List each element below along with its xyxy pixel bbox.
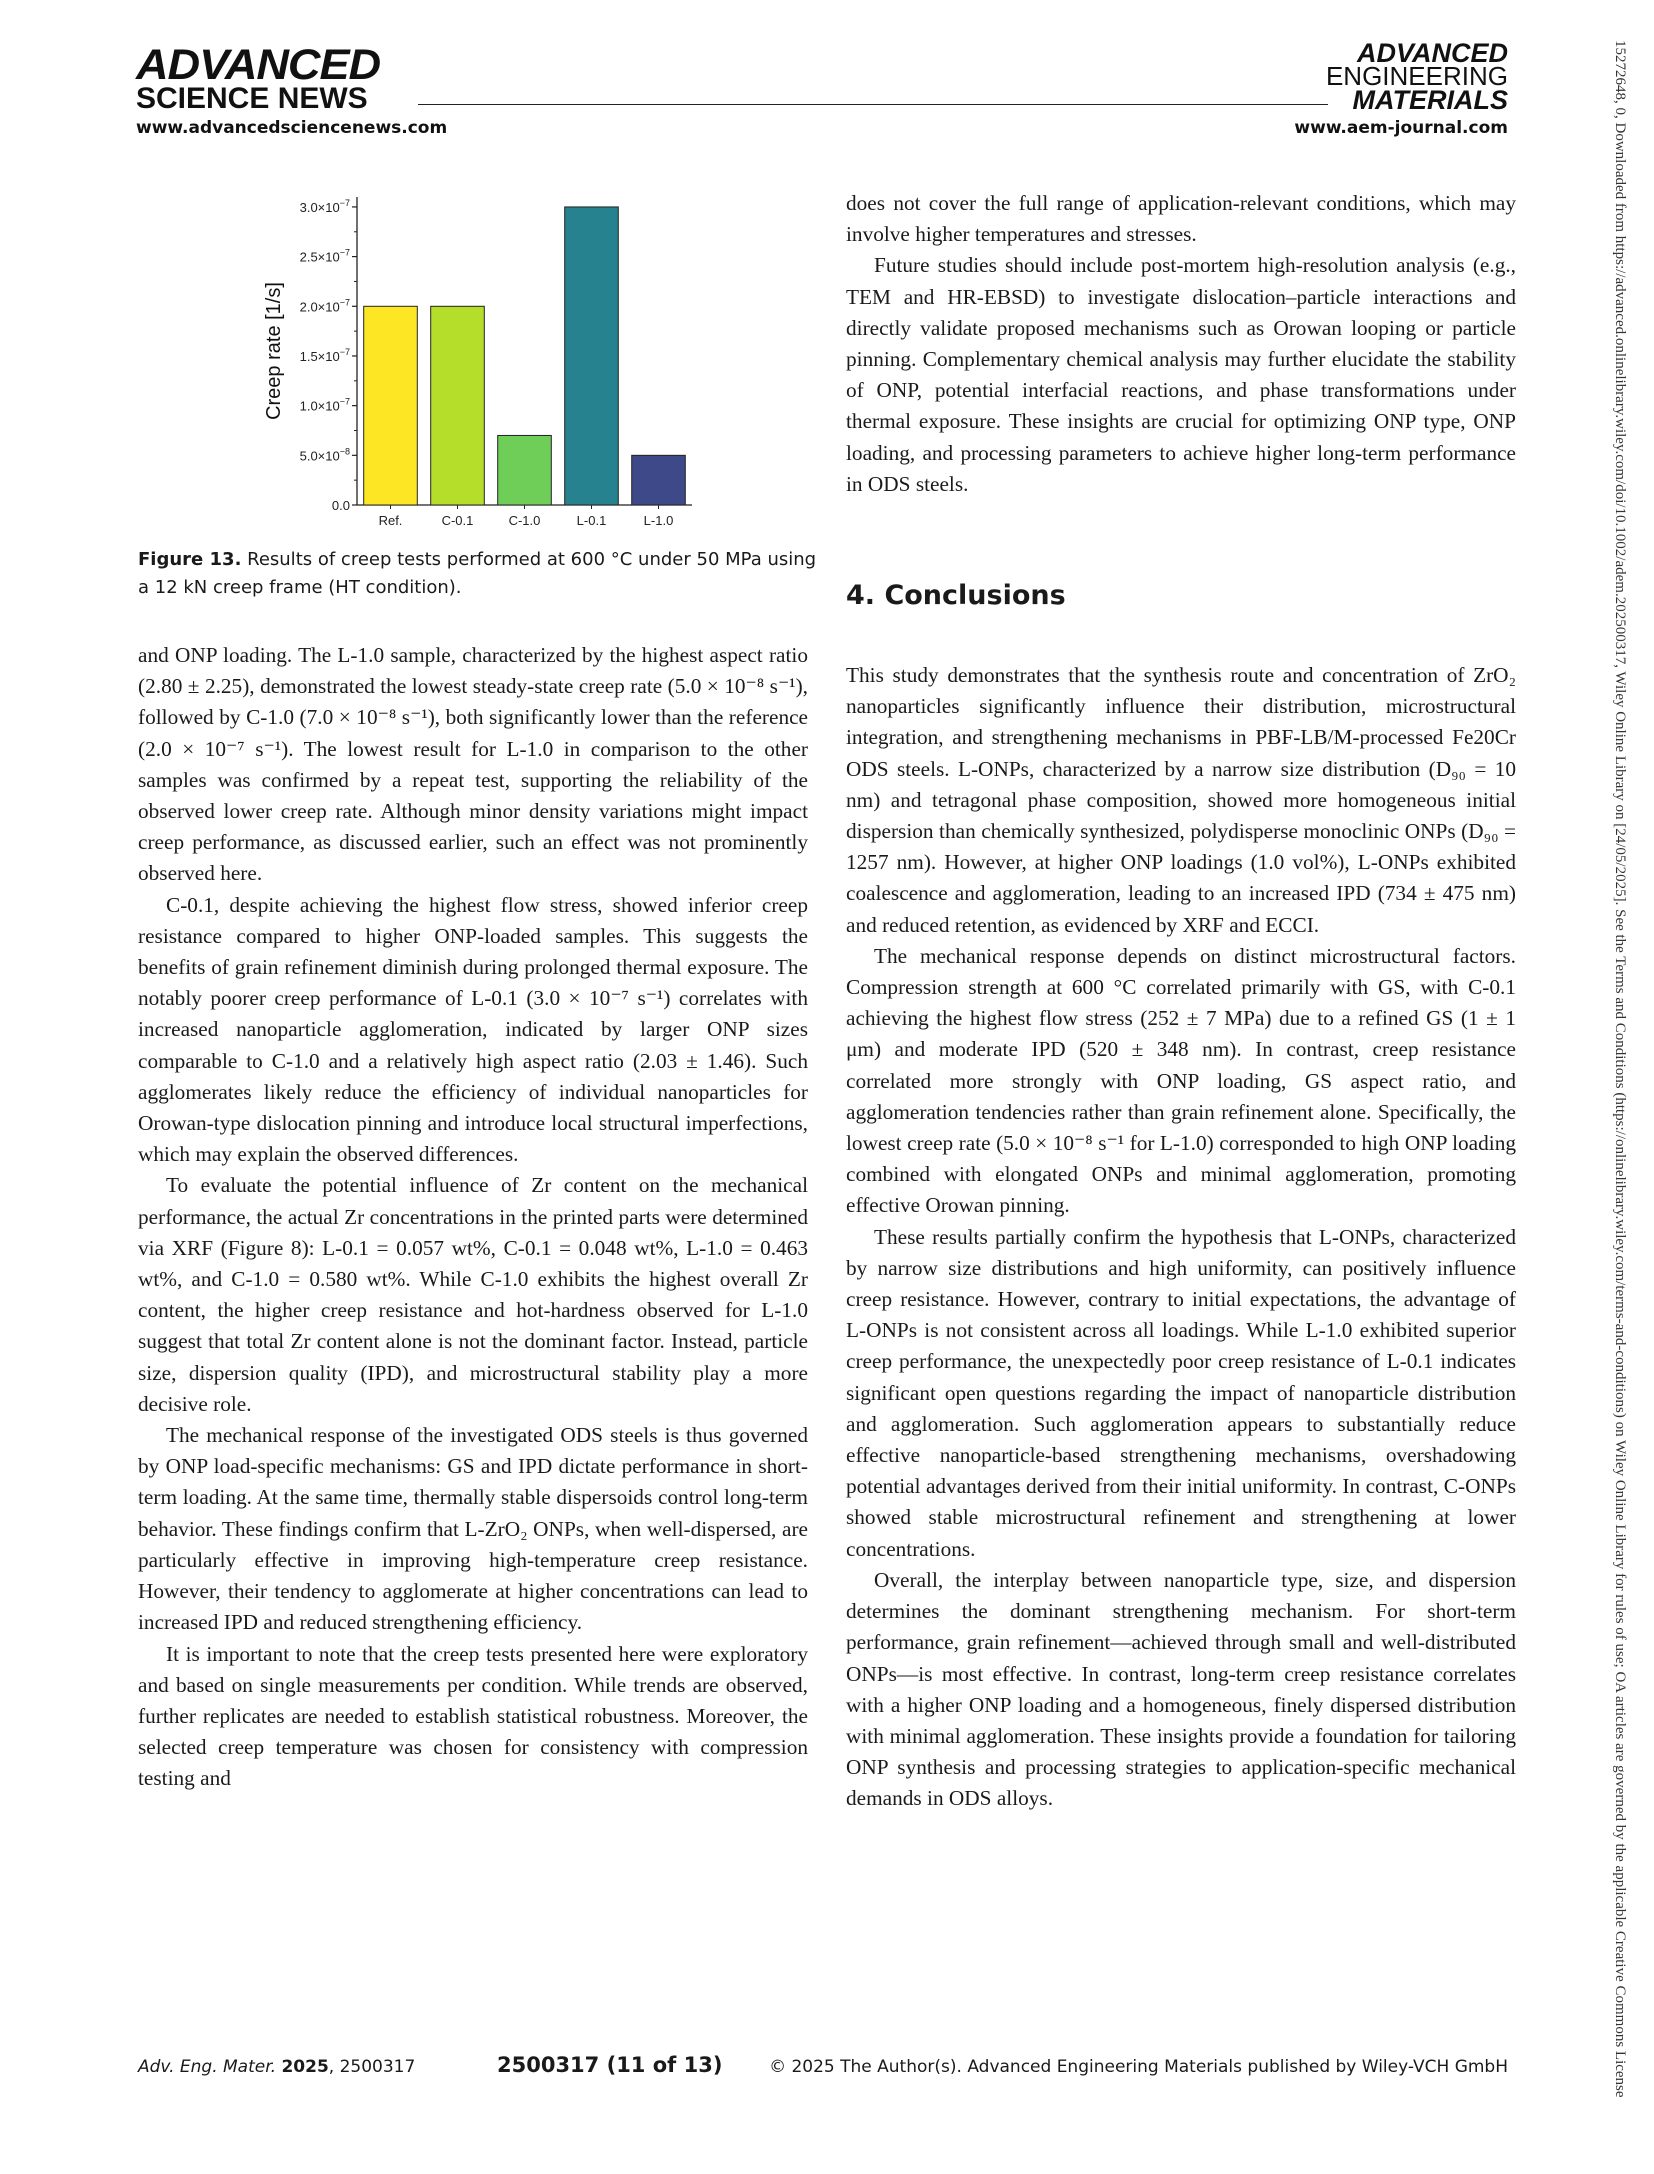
figure-caption-text: Results of creep tests performed at 600 °C under 50 MPa using a 12 kN creep frame (HT condition). xyxy=(138,549,817,598)
citation-year: 2025 xyxy=(281,2057,329,2077)
header-divider xyxy=(418,104,1328,105)
y-tick-label: $3.0\times 10^{-7}$ xyxy=(299,197,350,215)
y-tick-label: $5.0\times 10^{-8}$ xyxy=(299,446,350,464)
paragraph: C-0.1, despite achieving the highest flow stress, showed inferior creep resistance compared to higher ONP-loaded samples. This suggests the benefits of grain refinement diminish during prolonged thermal exposure. The notably poorer creep performance of L-0.1 (3.0 × 10⁻⁷ s⁻¹) correlates with increased nanoparticle agglomeration, indicated by larger ONP sizes comparable to C-1.0 and a relatively high aspect ratio (2.03 ± 1.46). Such agglomerates likely reduce the efficiency of individual nanoparticles for Orowan-type dislocation pinning and introduce local structural imperfections, which may explain the observed differences. xyxy=(138,892,808,1167)
journal-logo-line2: ENGINEERING xyxy=(1325,61,1508,91)
y-tick-label: $2.0\times 10^{-7}$ xyxy=(299,297,350,315)
x-tick-label: Ref. xyxy=(378,513,403,528)
paragraph: The mechanical response depends on distinct microstructural factors. Compression strength at 600 °C correlated primarily with GS, with C-0.1 achieving the highest flow stress (252 ± 7 MPa) due to a refined GS (1 ± 1 μm) and moderate IPD (520 ± 348 nm). In contrast, creep resistance correlated more strongly with ONP loading, GS aspect ratio, and agglomeration tendencies rather than grain refinement alone. Specifically, the lowest creep rate (5.0 × 10⁻⁸ s⁻¹ for L-1.0) corresponded to high ONP loading combined with elongated ONPs and minimal agglomeration, promoting effective Orowan pinning. xyxy=(846,943,1516,1218)
x-tick-label: L-1.0 xyxy=(643,513,674,528)
page-number: 2500317 (11 of 13) xyxy=(497,2053,723,2077)
journal-abbrev: Adv. Eng. Mater. xyxy=(138,2057,277,2077)
y-tick-label: $1.0\times 10^{-7}$ xyxy=(299,396,350,414)
y-tick-label: $2.5\times 10^{-7}$ xyxy=(299,247,350,265)
x-tick-label: C-0.1 xyxy=(441,513,474,528)
footer-citation xyxy=(138,2057,415,2077)
bar-ref xyxy=(364,306,418,505)
logo-science-news-text: SCIENCE NEWS xyxy=(136,82,368,115)
paragraph: This study demonstrates that the synthesis route and concentration of ZrO₂ nanoparticles significantly influence their distribution, microstructural integration, and strengthening mechanisms in PBF-LB/M-processed Fe20Cr ODS steels. L-ONPs, characterized by a narrow size distribution (D₉₀ = 10 nm) and tetragonal phase composition, showed more homogeneous initial dispersion than chemically synthesized, polydisperse monoclinic ONPs (D₉₀ = 1257 nm). However, at higher ONP loadings (1.0 vol%), L-ONPs exhibited coalescence and agglomeration, leading to an increased IPD (734 ± 475 nm) and reduced retention, as evidenced by XRF and ECCI. xyxy=(846,663,1516,937)
x-tick-label: L-0.1 xyxy=(576,513,607,528)
paragraph: Overall, the interplay between nanoparticle type, size, and dispersion determines the dominant strengthening mechanism. For short-term performance, grain refinement—achieved through small and well-distributed ONPs—is most effective. In contrast, long-term creep resistance correlates with a higher ONP loading and a homogeneous, finely dispersed distribution with minimal agglomeration. These insights provide a foundation for tailoring ONP synthesis and processing strategies to application-specific mechanical demands in ODS alloys. xyxy=(846,1567,1516,1811)
copyright-notice: © 2025 The Author(s). Advanced Engineering Materials published by Wiley-VCH GmbH xyxy=(769,2057,1508,2077)
paragraph: It is important to note that the creep tests presented here were exploratory and based on single measurements per condition. While trends are observed, further replicates are needed to establish statistical robustness. Moreover, the selected creep temperature was chosen for consistency with compression testing and xyxy=(138,1641,808,1791)
creep-rate-bar-chart xyxy=(250,192,710,532)
x-tick-labels xyxy=(379,513,674,528)
journal-logo xyxy=(1325,38,1508,115)
figure-caption xyxy=(138,546,818,602)
bar-c-01 xyxy=(431,306,485,505)
paragraph: does not cover the full range of application-relevant conditions, which may involve higher temperatures and stresses. xyxy=(846,191,1516,247)
bar-l-10 xyxy=(632,455,686,505)
paragraph: and ONP loading. The L-1.0 sample, characterized by the highest aspect ratio (2.80 ± 2.25), demonstrated the lowest steady-state creep rate (5.0 × 10⁻⁸ s⁻¹), followed by C-1.0 (7.0 × 10⁻⁸ s⁻¹), both significantly lower than the reference (2.0 × 10⁻⁷ s⁻¹). The lowest result for L-1.0 in comparison to the other samples was confirmed by a repeat test, supporting the reliability of the observed lower creep rate. Although minor density variations might impact creep performance, as discussed earlier, such an effect was not prominently observed here. xyxy=(138,643,808,886)
y-axis-label: Creep rate [1/s] xyxy=(263,282,285,420)
paragraph: These results partially confirm the hypothesis that L-ONPs, characterized by narrow size distributions and high uniformity, can positively influence creep resistance. However, contrary to initial expectations, the advantage of L-ONPs is not consistent across all loadings. While L-1.0 exhibited superior creep performance, the unexpectedly poor creep resistance of L-0.1 indicates significant open questions regarding the impact of nanoparticle distribution and agglomeration. Such agglomeration appears to substantially reduce effective nanoparticle-based strengthening mechanisms, overshadowing potential advantages derived from their initial uniformity. In contrast, C-ONPs showed stable microstructural refinement and strengthening at lower concentrations. xyxy=(846,1224,1516,1561)
logo-advanced-text: ADVANCED xyxy=(136,41,381,89)
journal-url[interactable]: www.aem-journal.com xyxy=(1294,118,1508,138)
citation-article-id: , 2500317 xyxy=(328,2057,416,2077)
journal-logo-line3: MATERIALS xyxy=(1352,85,1508,115)
publisher-url[interactable]: www.advancedsciencenews.com xyxy=(136,118,448,138)
paragraph: To evaluate the potential influence of Zr content on the mechanical performance, the actual Zr concentrations in the printed parts were determined via XRF (Figure 8): L-0.1 = 0.057 wt%, C-0.1 = 0.048 wt%, L-1.0 = 0.463 wt%, and C-1.0 = 0.580 wt%. While C-1.0 exhibits the highest overall Zr content, the higher creep resistance and hot-hardness observed for L-1.0 suggest that total Zr content alone is not the dominant factor. Instead, particle size, dispersion quality (IPD), and microstructural stability play a more decisive role. xyxy=(138,1173,808,1416)
bar-l-01 xyxy=(565,207,619,505)
section-heading-conclusions: 4. Conclusions xyxy=(846,580,1066,611)
y-tick-labels xyxy=(300,198,350,513)
download-notice: 15272648, 0, Downloaded from https://advanced.onlinelibrary.wiley.com/doi/10.1002/adem.202500317, Wiley Online Library on [24/05/2025]. See the Terms and Conditions (https://onlinelibrary.wiley.com/terms-and-conditions) on Wiley Online Library for rules of use; OA articles are governed by the applicable Creative Commons License xyxy=(1612,40,1628,2098)
bar-c-10 xyxy=(498,435,552,505)
right-column-top xyxy=(846,188,1516,500)
journal-logo-line1: ADVANCED xyxy=(1356,38,1508,68)
paragraph: The mechanical response of the investigated ODS steels is thus governed by ONP load-specific mechanisms: GS and IPD dictate performance in short-term loading. At the same time, thermally stable dispersoids control long-term behavior. These findings confirm that L-ZrO₂ ONPs, when well-dispersed, are particularly effective in improving high-temperature creep resistance. However, their tendency to agglomerate at higher concentrations can lead to increased IPD and reduced strengthening efficiency. xyxy=(138,1423,808,1635)
figure-label: Figure 13. xyxy=(138,549,242,570)
left-column xyxy=(138,640,808,1795)
publisher-logo xyxy=(136,41,381,115)
y-tick-label: $1.5\times 10^{-7}$ xyxy=(299,346,350,364)
paragraph: Future studies should include post-mortem high-resolution analysis (e.g., TEM and HR-EBSD) to investigate dislocation–particle interactions and directly validate proposed mechanisms such as Orowan looping or particle pinning. Complementary chemical analysis may further elucidate the stability of ONP, potential interfacial reactions, and phase transformations under thermal exposure. These insights are crucial for optimizing ONP type, ONP loading, and processing parameters to achieve higher long-term performance in ODS steels. xyxy=(846,253,1516,496)
conclusions-body xyxy=(846,660,1516,1815)
x-tick-label: C-1.0 xyxy=(508,513,541,528)
chart-bars xyxy=(364,207,686,505)
y-tick-label: 0.0 xyxy=(331,498,350,513)
